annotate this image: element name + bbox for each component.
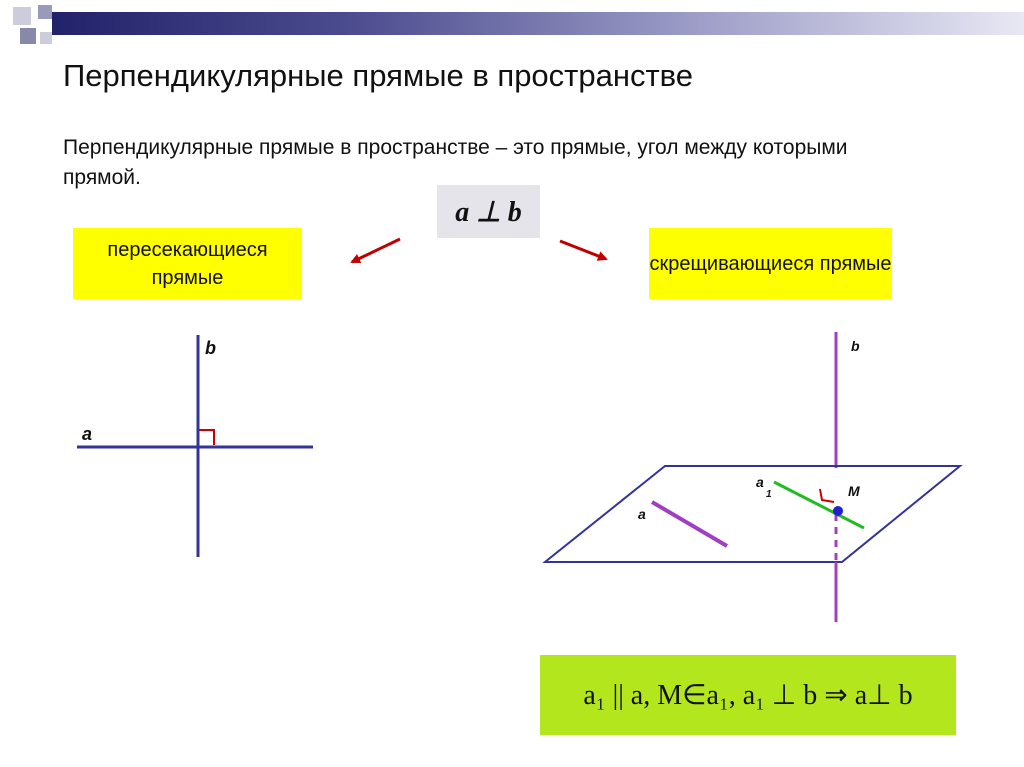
line-a (652, 502, 727, 546)
label-b: b (205, 338, 216, 358)
intersecting-lines-label: пересекающиеся прямые (73, 228, 302, 299)
label-a: a (638, 506, 646, 522)
skew-lines-label: скрещивающиеся прямые (649, 228, 892, 299)
definition-text: Перпендикулярные прямые в пространстве – это прямые, угол между которыми прямой. (63, 136, 848, 189)
arrow-right (560, 241, 606, 259)
label-m: M (848, 483, 860, 499)
arrow-left (352, 239, 400, 262)
label-b: b (851, 338, 860, 354)
point-m (833, 506, 843, 516)
conclusion-box: a₁ || a, M∈a₁, a₁ ⊥ b ⇒ a⊥ b (540, 655, 956, 735)
slide-title: Перпендикулярные прямые в пространстве (63, 58, 694, 93)
plane (545, 466, 960, 562)
right-angle-mark (199, 430, 214, 445)
formula-box: a ⊥ b (437, 185, 540, 238)
label-a: a (82, 424, 93, 444)
label-a1-subscript: 1 (766, 489, 772, 500)
right-angle-mark (820, 489, 834, 502)
label-a1: a (756, 474, 764, 490)
